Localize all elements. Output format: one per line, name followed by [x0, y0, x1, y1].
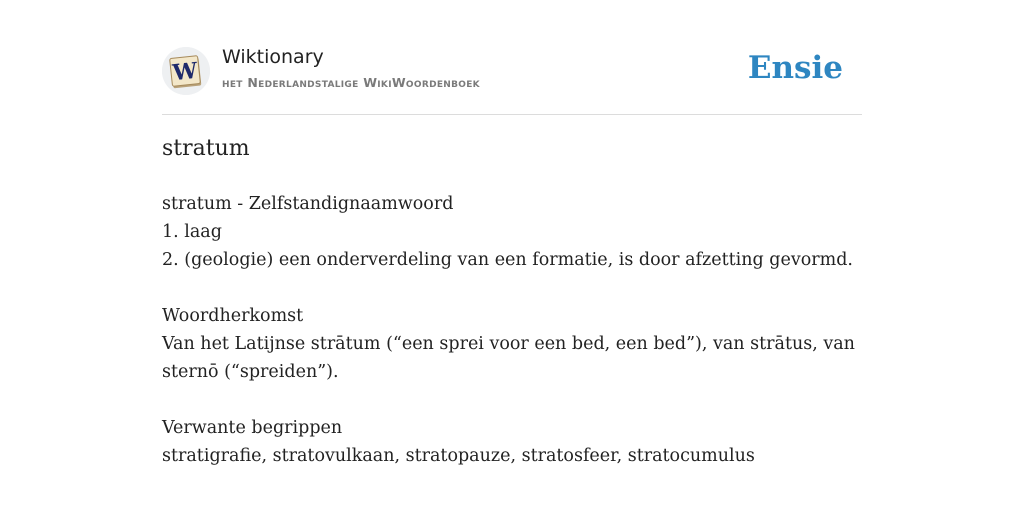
- spacer: [162, 274, 862, 302]
- site-tagline: het Nederlandstalige WikiWoordenboek: [222, 75, 480, 90]
- site-name[interactable]: Wiktionary: [222, 46, 324, 68]
- entry-title: stratum: [162, 136, 250, 161]
- entry-body: [162, 190, 862, 470]
- definition-item: 1. laag: [162, 222, 222, 242]
- svg-text:W: W: [171, 57, 199, 87]
- related-terms-list: stratigrafie, stratovulkaan, stratopauze, stratosfeer, stratocumulus: [162, 446, 755, 466]
- ensie-brand-link[interactable]: Ensie: [747, 50, 843, 86]
- word-class-line: stratum - Zelfstandignaamwoord: [162, 194, 454, 214]
- spacer: [162, 386, 862, 414]
- page: [162, 0, 862, 512]
- related-terms-heading: Verwante begrippen: [162, 418, 343, 438]
- etymology-text: Van het Latijnse strātum (“een sprei voor een bed, een bed”), van strātus, van sternō (“spreiden”).: [162, 334, 855, 382]
- site-header: [162, 44, 862, 115]
- etymology-heading: Woordherkomst: [162, 306, 304, 326]
- definition-item: 2. (geologie) een onderverdeling van een formatie, is door afzetting gevormd.: [162, 250, 853, 270]
- wiktionary-logo-icon[interactable]: [162, 47, 210, 95]
